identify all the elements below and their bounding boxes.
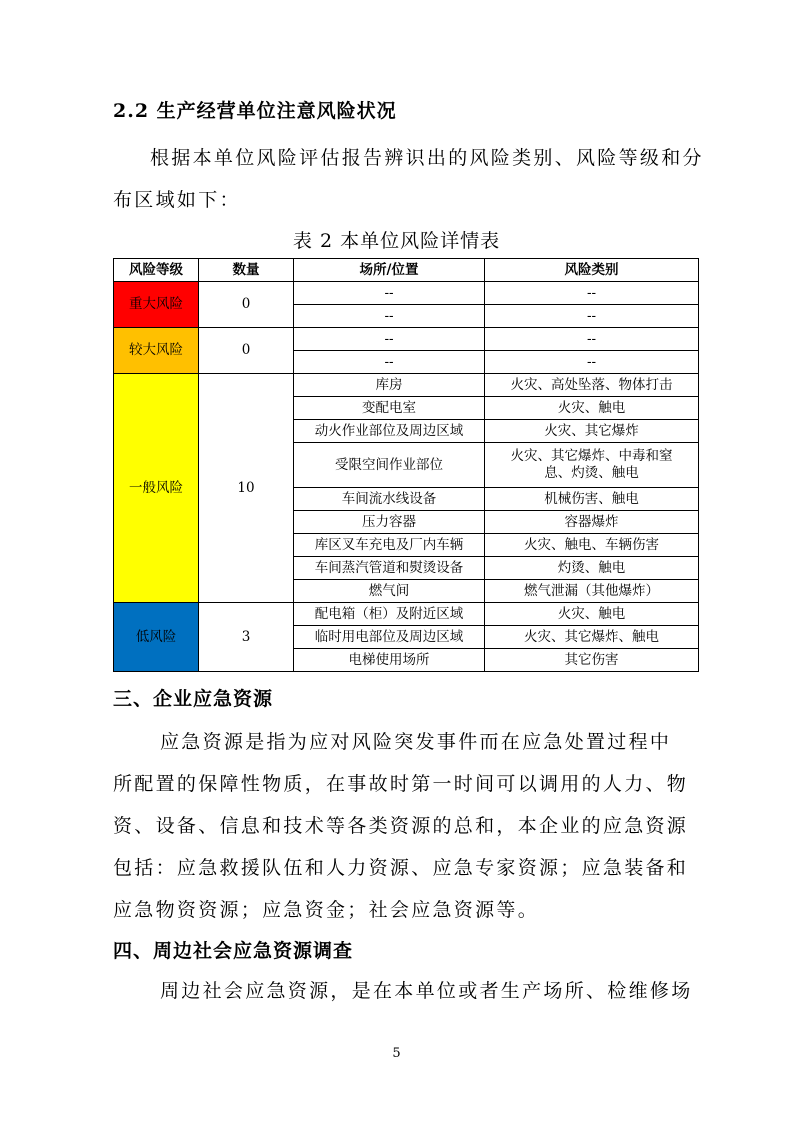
place-cell: 库区叉车充电及厂内车辆 xyxy=(294,534,485,557)
risk-level-general: 一般风险 xyxy=(114,374,199,603)
category-cell: 灼烫、触电 xyxy=(485,557,699,580)
table-row xyxy=(114,603,699,626)
risk-count: 0 xyxy=(199,282,294,328)
section-4-heading: 四、周边社会应急资源调查 xyxy=(113,940,354,962)
place-cell: 压力容器 xyxy=(294,511,485,534)
category-cell: -- xyxy=(485,305,699,328)
risk-count: 3 xyxy=(199,603,294,672)
table-row xyxy=(114,328,699,351)
page-number: 5 xyxy=(392,1046,401,1061)
place-cell: 电梯使用场所 xyxy=(294,649,485,672)
risk-count: 0 xyxy=(199,328,294,374)
section-3-line1: 应急资源是指为应对风险突发事件而在应急处置过程中 xyxy=(160,731,672,753)
category-cell-line: 火灾、其它爆炸、中毒和窒 xyxy=(510,448,673,464)
section-4-line1: 周边社会应急资源，是在本单位或者生产场所、检维修场 xyxy=(160,980,693,1002)
place-cell: 车间流水线设备 xyxy=(294,488,485,511)
category-cell: 火灾、触电、车辆伤害 xyxy=(485,534,699,557)
category-cell: -- xyxy=(485,351,699,374)
category-cell: -- xyxy=(485,282,699,305)
section-2-2-intro-line1: 根据本单位风险评估报告辨识出的风险类别、风险等级和分 xyxy=(150,147,704,169)
category-cell: -- xyxy=(485,328,699,351)
place-cell: 动火作业部位及周边区域 xyxy=(294,420,485,443)
category-cell: 容器爆炸 xyxy=(485,511,699,534)
section-3-line3: 资、设备、信息和技术等各类资源的总和，本企业的应急资源 xyxy=(113,815,689,837)
section-3-line4: 包括：应急救援队伍和人力资源、应急专家资源；应急装备和 xyxy=(113,857,689,879)
table-row xyxy=(114,282,699,305)
place-cell: -- xyxy=(294,305,485,328)
category-cell: 燃气泄漏（其他爆炸） xyxy=(485,580,699,603)
place-cell: 燃气间 xyxy=(294,580,485,603)
place-cell: 变配电室 xyxy=(294,397,485,420)
category-cell: 其它伤害 xyxy=(485,649,699,672)
place-cell: 配电箱（柜）及附近区域 xyxy=(294,603,485,626)
category-cell: 机械伤害、触电 xyxy=(485,488,699,511)
place-cell: 车间蒸汽管道和熨烫设备 xyxy=(294,557,485,580)
category-cell: 火灾、其它爆炸 xyxy=(485,420,699,443)
section-2-2-heading: 2.2 生产经营单位注意风险状况 xyxy=(113,100,397,122)
table-header-row xyxy=(114,259,699,282)
header-count: 数量 xyxy=(199,259,294,282)
category-cell: 火灾、高处坠落、物体打击 xyxy=(485,374,699,397)
category-cell: 火灾、触电 xyxy=(485,397,699,420)
category-cell: 火灾、其它爆炸、触电 xyxy=(485,626,699,649)
risk-level-major: 重大风险 xyxy=(114,282,199,328)
table-row xyxy=(114,374,699,397)
place-cell: 库房 xyxy=(294,374,485,397)
risk-level-large: 较大风险 xyxy=(114,328,199,374)
section-2-2-intro-line2: 布区域如下： xyxy=(113,189,241,211)
risk-level-low: 低风险 xyxy=(114,603,199,672)
section-3-line2: 所配置的保障性物质，在事故时第一时间可以调用的人力、物 xyxy=(113,773,689,795)
place-cell: 受限空间作业部位 xyxy=(294,443,485,488)
section-3-line5: 应急物资资源；应急资金；社会应急资源等。 xyxy=(113,899,540,921)
risk-count: 10 xyxy=(199,374,294,603)
place-cell: 临时用电部位及周边区域 xyxy=(294,626,485,649)
category-cell: 火灾、触电 xyxy=(485,603,699,626)
header-place: 场所/位置 xyxy=(294,259,485,282)
place-cell: -- xyxy=(294,328,485,351)
table-caption: 表 2 本单位风险详情表 xyxy=(292,230,501,252)
header-category: 风险类别 xyxy=(485,259,699,282)
risk-detail-table xyxy=(113,258,699,672)
header-risk-level: 风险等级 xyxy=(114,259,199,282)
category-cell-line: 息、灼烫、触电 xyxy=(544,465,639,481)
place-cell: -- xyxy=(294,351,485,374)
category-cell xyxy=(485,443,699,488)
section-3-heading: 三、企业应急资源 xyxy=(113,688,274,710)
place-cell: -- xyxy=(294,282,485,305)
